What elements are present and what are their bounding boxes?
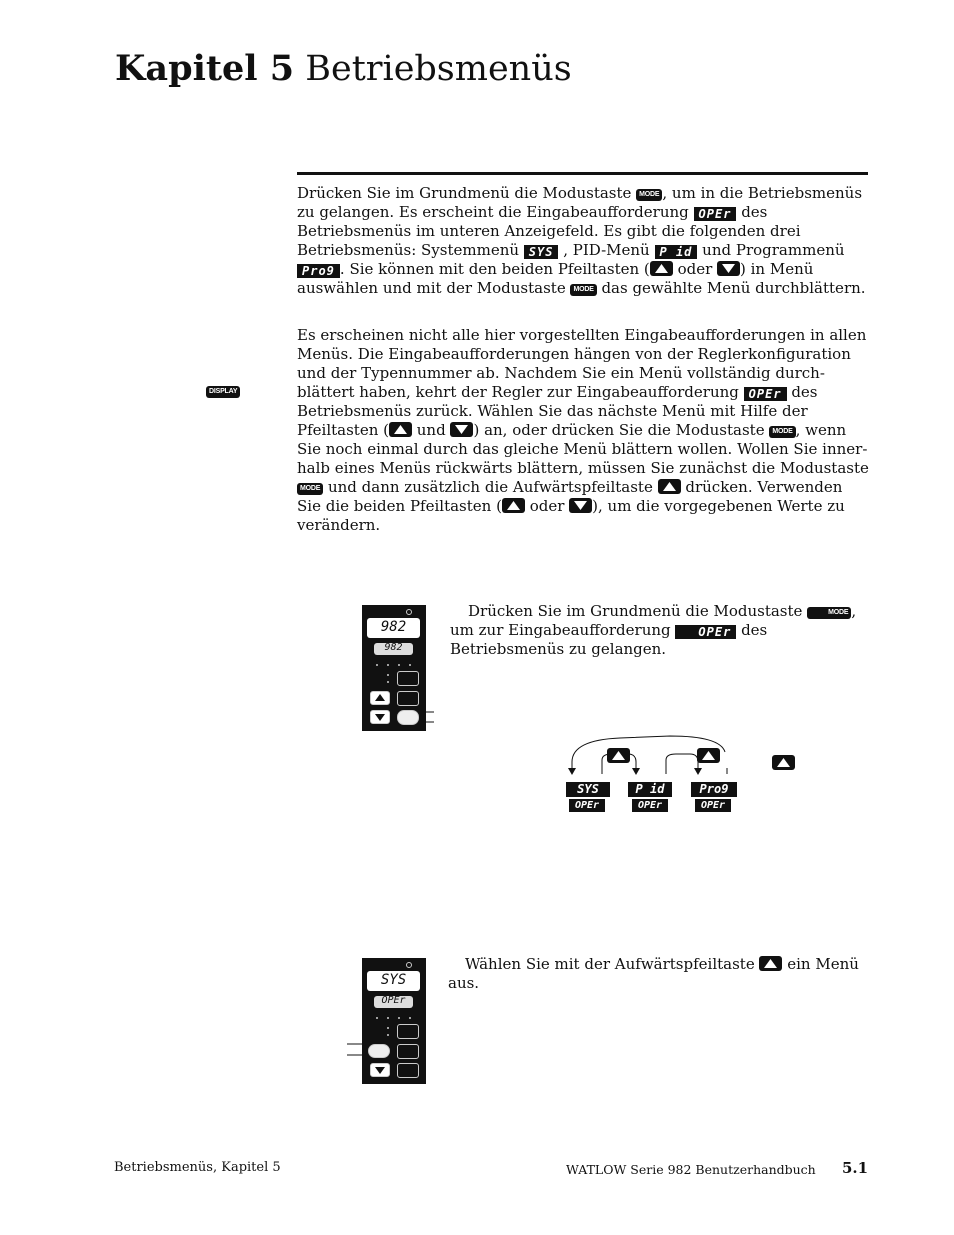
- up-arrow-key-icon: [650, 261, 673, 276]
- step1-text: Drücken Sie im Grundmenü die Modustaste MODE , um zur Eingabeaufforderung OPEr des Betriebsmenüs zu gelangen.: [450, 602, 857, 658]
- display-button[interactable]: [397, 671, 419, 686]
- controller-panel-step2: [362, 958, 426, 1084]
- mode-key-icon: MODE: [570, 284, 596, 296]
- mode-key-icon: MODE: [636, 189, 662, 201]
- down-button[interactable]: [370, 1063, 390, 1077]
- mode-key-icon: MODE: [807, 607, 851, 619]
- oper-display-icon: OPEr: [694, 207, 737, 221]
- menu-paragraph: Es erscheinen nicht alle hier vorgestellten Eingabeaufforderungen in allen Menüs. Die Eingabeaufforderungen hängen von der Reglerkonfiguration und der Typennummer ab. Nachdem Sie ein Menü vollständig durchblättert haben, kehrt der Regler zur Eingabeaufforderung OPEr des Betriebsmenüs zurück. Wählen Sie das nächste Menü mit Hilfe der Pfeiltasten ( und ) an, oder drücken Sie die Modustaste MODE , wenn Sie noch einmal durch das gleiche Menü blättern wollen. Wollen Sie innerhalb eines Menüs rückwärts blättern, müssen Sie zunächst die Modustaste MODE und dann zusätzlich die Aufwärtspfeiltaste drücken. Verwenden Sie die beiden Pfeiltasten ( oder ), um die vorgegebenen Werte zu verändern.: [297, 326, 869, 534]
- oper-prompt-display: OPEr: [569, 799, 605, 812]
- step2-text: Wählen Sie mit der Aufwärtspfeiltaste ein Menü aus.: [448, 955, 859, 992]
- upper-display: 982: [367, 618, 420, 638]
- finger-pointer-icon: [418, 708, 438, 728]
- upper-display: SYS: [367, 971, 420, 991]
- up-arrow-key-icon: [697, 748, 720, 763]
- up-button[interactable]: [370, 691, 390, 705]
- mode-button[interactable]: [397, 1063, 419, 1078]
- oper-prompt-display: OPEr: [632, 799, 668, 812]
- up-button-pressed[interactable]: [368, 1044, 390, 1058]
- oper-prompt-display: OPEr: [695, 799, 731, 812]
- up-arrow-key-icon: [772, 755, 795, 770]
- indicator-icon: [406, 962, 412, 968]
- up-arrow-key-icon: [607, 748, 630, 763]
- page-number: 5.1: [842, 1159, 869, 1177]
- prog-menu-display: Pro9: [691, 782, 737, 797]
- display-key-icon: DISPLAY: [206, 386, 240, 398]
- mode-key-icon: MODE: [769, 426, 795, 438]
- down-arrow-key-icon: [569, 498, 592, 513]
- footer-chapter: Betriebsmenüs, Kapitel 5: [114, 1160, 281, 1175]
- up-arrow-key-icon: [502, 498, 525, 513]
- down-arrow-key-icon: [450, 422, 473, 437]
- oper-display-icon: OPEr: [744, 387, 787, 401]
- sys-display-icon: SYS: [524, 245, 559, 259]
- lower-display: OPEr: [374, 996, 413, 1008]
- advance-button[interactable]: [397, 691, 419, 706]
- oper-display-icon: OPEr: [675, 625, 736, 639]
- controller-panel-step1: [362, 605, 426, 731]
- up-arrow-key-icon: [759, 956, 782, 971]
- finger-pointer-icon: [347, 1040, 367, 1060]
- down-arrow-key-icon: [717, 261, 740, 276]
- sys-menu-display: SYS: [566, 782, 610, 797]
- page-title: Kapitel 5 Betriebsmenüs: [115, 48, 572, 89]
- pid-menu-display: P id: [628, 782, 672, 797]
- mode-button-pressed[interactable]: [397, 710, 419, 725]
- menu-navigation-diagram: [560, 730, 750, 790]
- indicator-icon: [406, 609, 412, 615]
- pid-display-icon: P id: [655, 245, 698, 259]
- down-button[interactable]: [370, 710, 390, 724]
- intro-paragraph: Drücken Sie im Grundmenü die Modustaste MODE , um in die Betriebsmenüs zu gelangen. Es erscheint die Eingabeaufforderung OPEr des Betriebsmenüs im unteren Anzeigefeld. Es gibt die folgenden drei Betriebsmenüs: Systemmenü SYS , PID-Menü P id und Programmenü Pro9 . Sie können mit den beiden Pfeiltasten ( oder ) in Menü auswählen und mit der Modustaste MODE das gewählte Menü durchblättern.: [297, 184, 866, 297]
- section-rule: [297, 172, 868, 175]
- display-button[interactable]: [397, 1024, 419, 1039]
- up-arrow-key-icon: [658, 479, 681, 494]
- up-arrow-key-icon: [389, 422, 412, 437]
- lower-display: 982: [374, 643, 413, 655]
- mode-key-icon: MODE: [297, 483, 323, 495]
- footer-manual-title: WATLOW Serie 982 Benutzerhandbuch: [566, 1162, 816, 1177]
- prog-display-icon: Pro9: [297, 264, 340, 278]
- advance-button[interactable]: [397, 1044, 419, 1059]
